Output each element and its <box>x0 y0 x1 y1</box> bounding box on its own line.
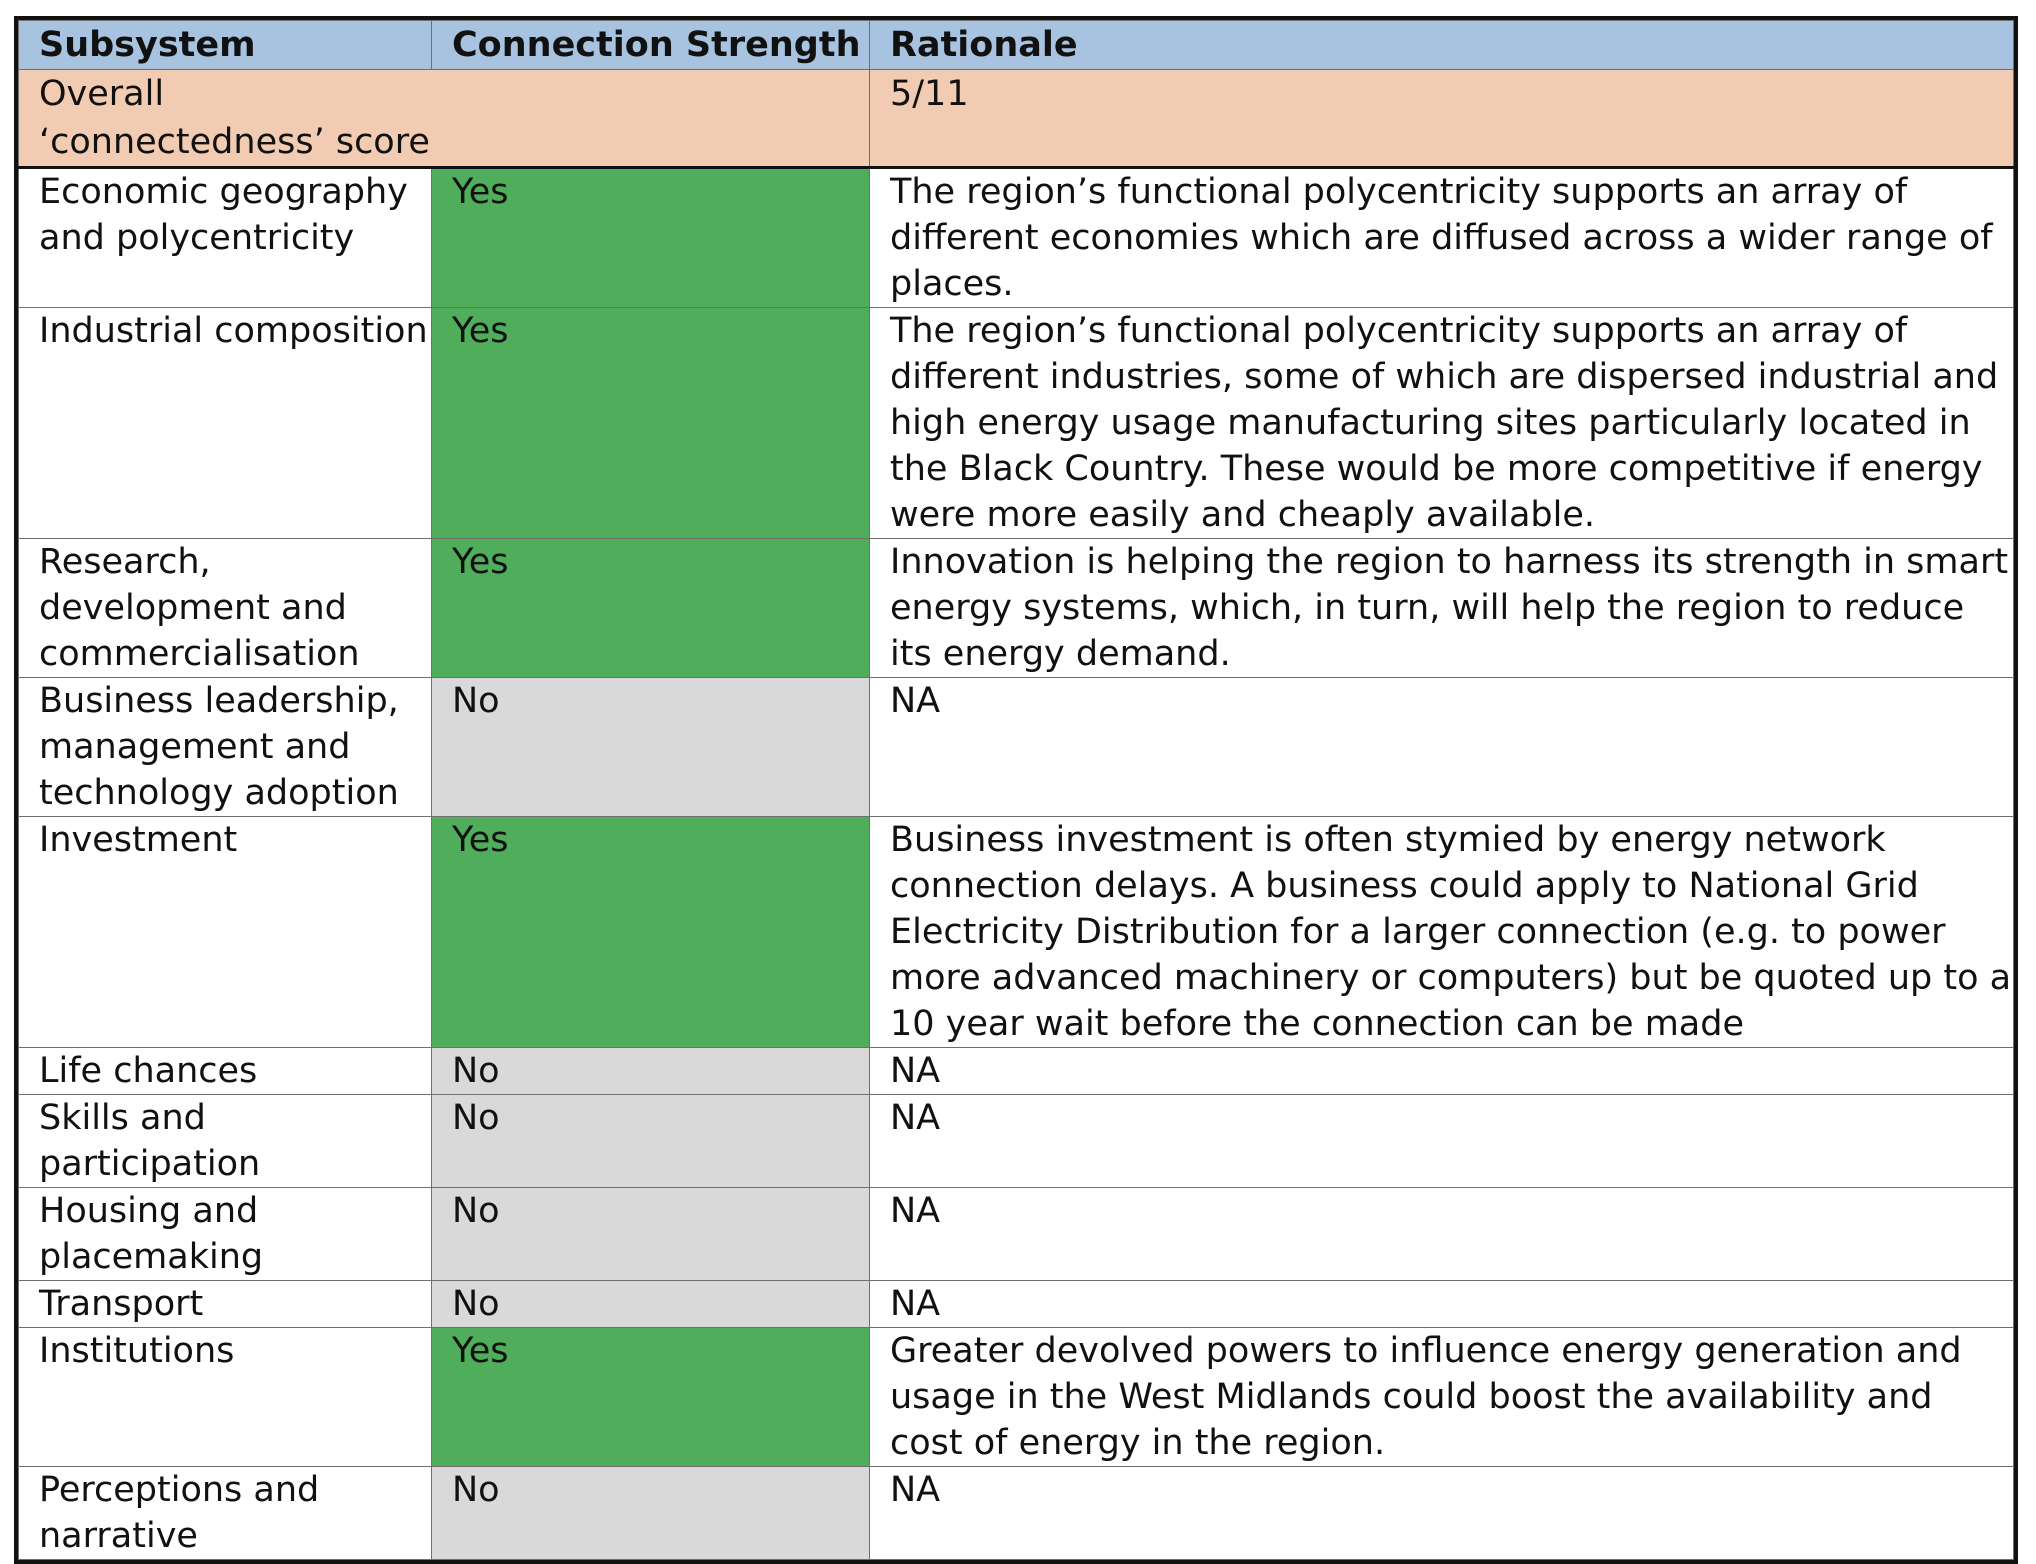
table-row <box>19 168 2014 308</box>
connection-strength-cell: No <box>432 1048 870 1095</box>
connection-strength-cell: No <box>432 1467 870 1560</box>
rationale-cell: NA <box>870 1048 2014 1095</box>
subsystem-cell: Industrial composition <box>19 308 432 539</box>
connection-strength-cell: No <box>432 1188 870 1281</box>
rationale-cell: Business investment is often stymied by energy network connection delays. A business could apply to National Grid Electricity Distribution for a larger connection (e.g. to power more advanced machinery or computers) but be quoted up to a 10 year wait before the connection can be made <box>870 817 2014 1048</box>
table-row <box>19 1281 2014 1328</box>
subsystem-cell: Skills and participation <box>19 1095 432 1188</box>
subsystem-cell: Economic geography and polycentricity <box>19 168 432 308</box>
table-row <box>19 1048 2014 1095</box>
overall-score-value: 5/11 <box>870 70 2014 168</box>
overall-score-row <box>19 70 2014 168</box>
subsystem-cell: Investment <box>19 817 432 1048</box>
subsystem-cell: Research, development and commercialisation <box>19 539 432 678</box>
subsystem-cell: Institutions <box>19 1328 432 1467</box>
rationale-cell: NA <box>870 1188 2014 1281</box>
subsystem-cell: Perceptions and narrative <box>19 1467 432 1560</box>
table-row <box>19 817 2014 1048</box>
subsystem-cell: Housing and placemaking <box>19 1188 432 1281</box>
connection-strength-cell: Yes <box>432 168 870 308</box>
rationale-cell: NA <box>870 1281 2014 1328</box>
overall-score-spacer <box>432 70 870 168</box>
rationale-cell: The region’s functional polycentricity supports an array of different economies which are diffused across a wider range of places. <box>870 168 2014 308</box>
subsystem-cell: Business leadership, management and technology adoption <box>19 678 432 817</box>
header-connection-strength: Connection Strength <box>432 21 870 70</box>
table-row <box>19 539 2014 678</box>
connection-strength-cell: Yes <box>432 308 870 539</box>
connection-strength-cell: Yes <box>432 817 870 1048</box>
header-subsystem: Subsystem <box>19 21 432 70</box>
header-rationale: Rationale <box>870 21 2014 70</box>
connectedness-table-frame <box>14 16 2018 1564</box>
table-row <box>19 1328 2014 1467</box>
table-header-row <box>19 21 2014 70</box>
subsystem-cell: Life chances <box>19 1048 432 1095</box>
table-row <box>19 1188 2014 1281</box>
overall-score-label: Overall ‘connectedness’ score <box>19 70 432 168</box>
rationale-cell: NA <box>870 1095 2014 1188</box>
connection-strength-cell: No <box>432 1095 870 1188</box>
table-row <box>19 308 2014 539</box>
subsystem-cell: Transport <box>19 1281 432 1328</box>
connection-strength-cell: No <box>432 678 870 817</box>
rationale-cell: NA <box>870 678 2014 817</box>
connectedness-table <box>18 20 2014 1560</box>
rationale-cell: Greater devolved powers to influence energy generation and usage in the West Midlands could boost the availability and cost of energy in the region. <box>870 1328 2014 1467</box>
rationale-cell: NA <box>870 1467 2014 1560</box>
table-row <box>19 1095 2014 1188</box>
connection-strength-cell: No <box>432 1281 870 1328</box>
connection-strength-cell: Yes <box>432 539 870 678</box>
table-row <box>19 678 2014 817</box>
connection-strength-cell: Yes <box>432 1328 870 1467</box>
table-body <box>19 70 2014 1560</box>
table-row <box>19 1467 2014 1560</box>
rationale-cell: Innovation is helping the region to harness its strength in smart energy systems, which, in turn, will help the region to reduce its energy demand. <box>870 539 2014 678</box>
rationale-cell: The region’s functional polycentricity supports an array of different industries, some of which are dispersed industrial and high energy usage manufacturing sites particularly located in the Black Country. These would be more competitive if energy were more easily and cheaply available. <box>870 308 2014 539</box>
